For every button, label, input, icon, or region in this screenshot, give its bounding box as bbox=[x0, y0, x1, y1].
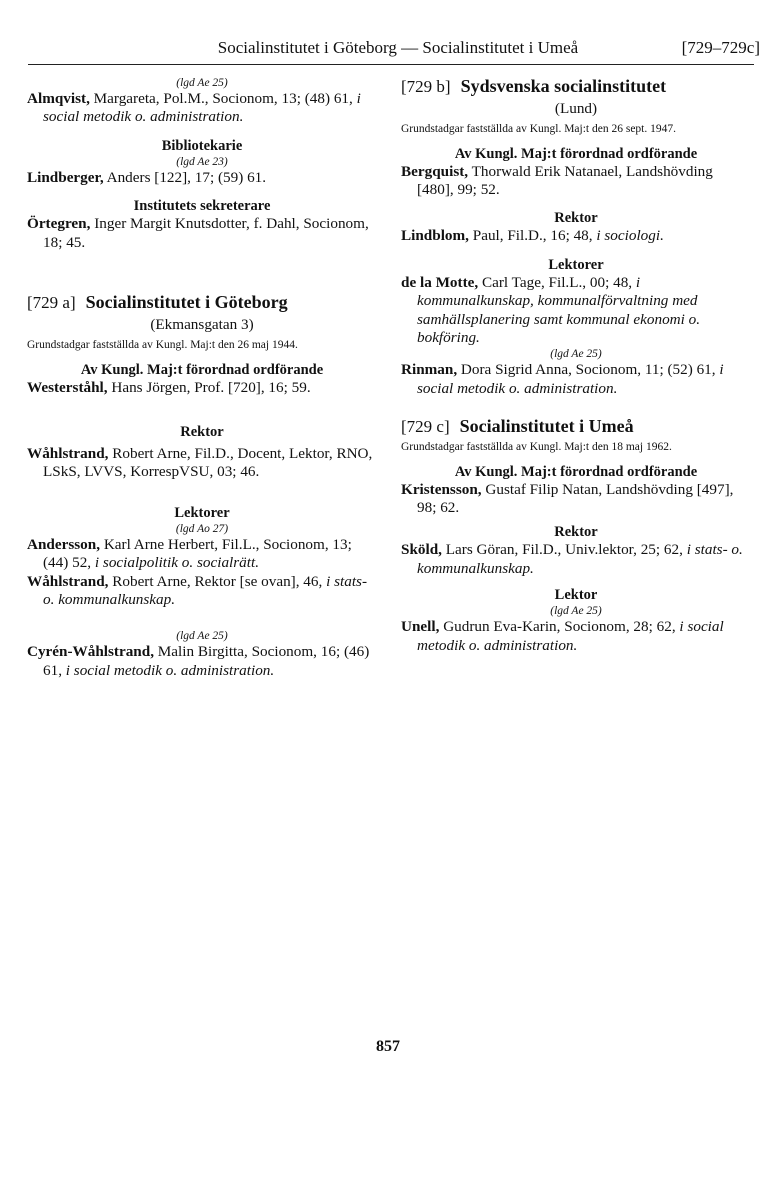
entry-ortegren: Örtegren, Inger Margit Knutsdotter, f. Dahl, Socionom, 18; 45. bbox=[27, 215, 369, 251]
entry-wahlstrand-2: Wåhlstrand, Robert Arne, Rektor [se ovan], 46, i stats- o. kommunalkunskap. bbox=[27, 572, 368, 608]
running-title: Socialinstitutet i Göteborg — Socialinstitutet i Umeå bbox=[217, 38, 579, 57]
role-heading: Av Kungl. Maj:t förordnad ordförande bbox=[80, 361, 324, 378]
role-heading: Av Kungl. Maj:t förordnad ordförande bbox=[454, 145, 698, 162]
section-address: (Ekmansgatan 3) bbox=[150, 316, 254, 334]
left-column bbox=[27, 76, 377, 680]
right-column bbox=[401, 76, 751, 655]
section-number: [729 b] bbox=[401, 77, 451, 96]
note: (lgd Ao 27) bbox=[175, 522, 229, 535]
entry-bergquist: Bergquist, Thorwald Erik Natanael, Landshövding [480], 99; 52. bbox=[401, 162, 713, 198]
section-name: Sydsvenska socialinstitutet bbox=[460, 76, 667, 96]
entry-lindberger: Lindberger, Anders [122], 17; (59) 61. bbox=[27, 168, 267, 186]
section-title bbox=[27, 292, 377, 313]
entry-lindblom: Lindblom, Paul, Fil.D., 16; 48, i sociologi. bbox=[401, 227, 664, 245]
page-header bbox=[28, 36, 760, 65]
note: (lgd Ae 25) bbox=[550, 605, 602, 618]
role-heading: Lektorer bbox=[174, 504, 230, 521]
entry-rinman: Rinman, Dora Sigrid Anna, Socionom, 11; (52) 61, i social metodik o. administration. bbox=[401, 361, 724, 397]
role-heading: Lektor bbox=[554, 587, 598, 604]
section-name: Socialinstitutet i Göteborg bbox=[85, 292, 288, 313]
role-heading: Lektorer bbox=[548, 256, 604, 273]
entry-wahlstrand: Wåhlstrand, Robert Arne, Fil.D., Docent, Lektor, RNO, LSkS, LVVS, KorrespVSU, 03; 46. bbox=[27, 444, 373, 481]
section-title bbox=[401, 416, 751, 437]
role-heading: Bibliotekarie bbox=[161, 137, 243, 154]
entry-westerstahl: Westerståhl, Hans Jörgen, Prof. [720], 16; 59. bbox=[27, 378, 311, 396]
entry-kristensson: Kristensson, Gustaf Filip Natan, Landshövding [497], 98; 62. bbox=[401, 480, 734, 517]
entry-unell: Unell, Gudrun Eva-Karin, Socionom, 28; 62, i social metodik o. administration. bbox=[401, 618, 724, 654]
role-heading: Rektor bbox=[180, 423, 224, 440]
note: (lgd Ae 25) bbox=[176, 77, 228, 89]
section-range: [729–729c] bbox=[681, 38, 760, 57]
note: (lgd Ae 25) bbox=[176, 630, 228, 643]
entry-skold: Sköld, Lars Göran, Fil.D., Univ.lektor, 25; 62, i stats- o. kommunalkunskap. bbox=[401, 541, 743, 577]
founding-note: Grundstadgar fastställda av Kungl. Maj:t den 26 maj 1944. bbox=[27, 339, 298, 352]
role-heading: Av Kungl. Maj:t förordnad ordförande bbox=[454, 463, 698, 480]
entry-andersson: Andersson, Karl Arne Herbert, Fil.L., Socionom, 13; (44) 52, i socialpolitik o. socialrätt. bbox=[27, 535, 352, 572]
role-heading: Rektor bbox=[554, 210, 598, 227]
entry-almqvist: Almqvist, Margareta, Pol.M., Socionom, 13; (48) 61, i social metodik o. administration. bbox=[27, 90, 361, 126]
role-heading: Rektor bbox=[554, 524, 598, 541]
note: (lgd Ae 23) bbox=[176, 155, 228, 168]
entry-de-la-motte: de la Motte, Carl Tage, Fil.L., 00; 48, i kommunalkunskap, kommunalförvaltning med samhällsplanering samt kommunal ekonomi o. bokföring. bbox=[401, 273, 701, 346]
section-number: [729 a] bbox=[27, 293, 76, 313]
section-title bbox=[401, 76, 751, 97]
founding-note: Grundstadgar fastställda av Kungl. Maj:t den 26 sept. 1947. bbox=[401, 123, 676, 135]
note: (lgd Ae 25) bbox=[550, 348, 602, 361]
section-name: Socialinstitutet i Umeå bbox=[459, 416, 634, 437]
page-number: 857 bbox=[376, 1038, 400, 1055]
section-address: (Lund) bbox=[554, 100, 598, 117]
role-heading: Institutets sekreterare bbox=[133, 198, 271, 215]
section-number: [729 c] bbox=[401, 417, 450, 437]
founding-note: Grundstadgar fastställda av Kungl. Maj:t den 18 maj 1962. bbox=[401, 441, 672, 454]
entry-cyren-wahlstrand: Cyrén-Wåhlstrand, Malin Birgitta, Socionom, 16; (46) 61, i social metodik o. administration. bbox=[27, 643, 370, 679]
